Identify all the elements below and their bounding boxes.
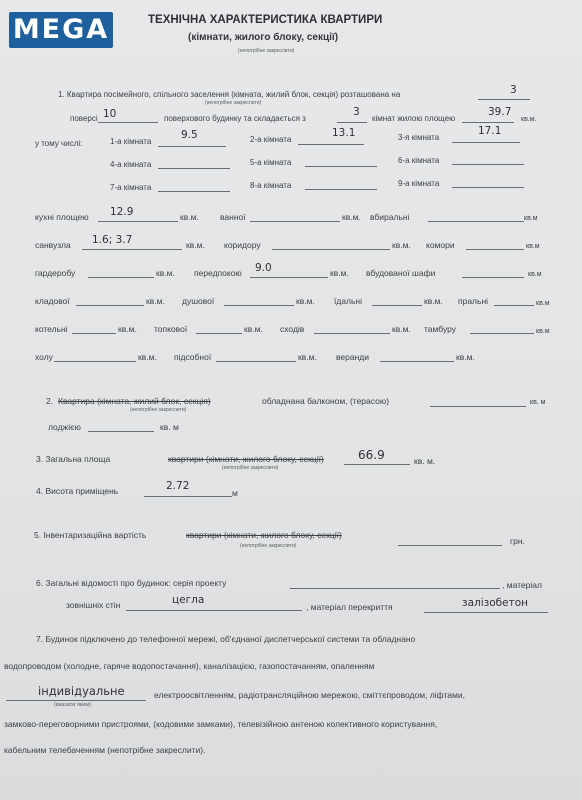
builtin-label: вбудованої шафи [366, 268, 436, 278]
boiler-line [72, 333, 116, 334]
material-label: , матеріал [502, 580, 542, 590]
loggia-line [88, 431, 154, 432]
room-1-value: 9.5 [181, 129, 198, 141]
floor-number-value: 3 [510, 84, 517, 96]
section7-line3: електроосвітленням, радіотрансляційною мережою, сміттєпроводом, ліфтами, [154, 690, 465, 700]
section7-line5: кабельним телебаченням (непотрібне закреслити). [4, 745, 206, 755]
stairs-line [314, 333, 390, 334]
header-note: (непотрібне закреслити) [238, 48, 295, 54]
builtin-unit: кв.м [528, 271, 542, 278]
dining-line [372, 305, 422, 306]
section5-struck-text: квартири (кімнати, жилого блоку, секції) [186, 530, 342, 540]
vestibule-line [470, 333, 534, 334]
wardrobe-line [88, 277, 154, 278]
pantry-unit: кв.м. [146, 296, 165, 306]
room-8-line [305, 189, 377, 190]
room-4-label: 4-а кімната [110, 160, 152, 169]
page-subtitle: (кімнати, жилого блоку, секції) [188, 32, 339, 43]
logo-text: MEGA [12, 14, 110, 45]
corridor-line [272, 249, 390, 250]
veranda-label: веранди [336, 352, 370, 362]
room-3-line [452, 142, 520, 143]
stairs-unit: кв.м. [392, 324, 411, 334]
furnace-unit: кв.м. [244, 324, 263, 334]
total-area-line [344, 464, 410, 465]
living-area-unit: кв.м. [521, 116, 537, 123]
room-7-line [158, 191, 230, 192]
section4-text: 4. Висота приміщень [36, 486, 119, 496]
pantry-line [76, 305, 144, 306]
living-area-value: 39.7 [488, 106, 512, 118]
pantry-label: кладової [35, 296, 70, 306]
floors-material-label: , матеріал перекриття [306, 602, 393, 612]
toilet-line [428, 221, 524, 222]
heating-note: (вказати яким) [54, 702, 91, 708]
storage-line [466, 249, 524, 250]
height-unit: м [232, 488, 238, 498]
vestibule-label: тамбуру [424, 324, 456, 334]
rooms-count-line [337, 122, 367, 123]
corridor-unit: кв.м. [392, 240, 411, 250]
section6-text: 6. Загальні відомості про будинок: серія проекту [36, 578, 227, 588]
room-7-label: 7-а кімната [110, 183, 152, 192]
section7-line2: водопроводом (холодне, гаряче водопостачання), каналізацією, газопостачанням, опаленням [4, 661, 375, 671]
floor-label: поверсі [70, 114, 98, 123]
section5-text: 5. Інвентаризаційна вартість [34, 530, 147, 540]
laundry-unit: кв.м [536, 300, 550, 307]
bath-label: ванної [220, 212, 246, 222]
veranda-line [380, 361, 454, 362]
section3-text: 3. Загальна площа [36, 454, 111, 464]
floors-material-line [424, 612, 548, 613]
bath-line [250, 221, 340, 222]
room-2-label: 2-а кімната [250, 135, 292, 144]
total-area-unit: кв. м. [414, 456, 436, 466]
hol-label: холу [35, 352, 53, 362]
room-5-label: 5-а кімната [250, 158, 292, 167]
project-series-line [290, 588, 500, 589]
section2-prefix: 2. [46, 396, 54, 406]
furnace-label: топкової [154, 324, 188, 334]
utility-unit: кв.м. [298, 352, 317, 362]
balcony-line [430, 406, 526, 407]
section7-line4: замково-переговорними пристроями, (кодовими замками), телевізійною антеною колективного користування, [4, 719, 438, 729]
section2-note: (непотрібне закреслити) [130, 407, 187, 413]
room-9-label: 9-а кімната [398, 179, 440, 188]
section7-line1: 7. Будинок підключено до телефонної мережі, об'єднаної диспетчерської системи та обладнано [36, 634, 416, 644]
wc-unit: кв.м. [186, 240, 205, 250]
room-1-line [158, 146, 226, 147]
room-6-label: 6-а кімната [398, 156, 440, 165]
section2-text: обладнана балконом, (терасою) [262, 396, 390, 406]
boiler-unit: кв.м. [118, 324, 137, 334]
height-line [144, 496, 232, 497]
room-3-value: 17.1 [478, 125, 502, 137]
total-area-value: 66.9 [358, 448, 385, 462]
kitchen-label: кухні площею [35, 212, 89, 222]
room-2-value: 13.1 [332, 127, 356, 139]
kitchen-value: 12.9 [110, 206, 134, 218]
balcony-unit: кв. м [530, 399, 546, 406]
section3-note: (непотрібне закреслити) [222, 465, 279, 471]
room-2-line [298, 144, 364, 145]
walls-value: цегла [172, 594, 205, 606]
furnace-line [196, 333, 242, 334]
laundry-line [494, 305, 534, 306]
rooms-text: кімнат жилою площею [372, 114, 456, 123]
toilet-unit: кв.м [524, 215, 538, 222]
bath-unit: кв.м. [342, 212, 361, 222]
loggia-label: лоджією [48, 422, 81, 432]
value-unit: грн. [510, 536, 525, 546]
section1-line1: 1. Квартира посімейного, спільного заселення (кімната, жилий блок, секція) розташована на [58, 90, 401, 99]
toilet-label: вбиральні [370, 212, 410, 222]
kitchen-unit: кв.м. [180, 212, 199, 222]
utility-label: підсобної [174, 352, 212, 362]
stairs-label: сходів [280, 324, 305, 334]
section5-note: (непотрібне закреслити) [240, 543, 297, 549]
shower-unit: кв.м. [296, 296, 315, 306]
corridor-label: коридору [224, 240, 261, 250]
section2-struck-text: Квартира (кімната, жилий блок, секція) [58, 396, 211, 406]
wardrobe-unit: кв.м. [156, 268, 175, 278]
hol-unit: кв.м. [138, 352, 157, 362]
hol-line [54, 361, 136, 362]
section3-struck-text: квартири (кімнати, жилого блоку, секції) [168, 454, 324, 464]
page-title: ТЕХНІЧНА ХАРАКТЕРИСТИКА КВАРТИРИ [148, 14, 383, 26]
height-value: 2.72 [166, 480, 190, 492]
hall-value: 9.0 [255, 262, 272, 274]
room-1-label: 1-а кімната [110, 137, 152, 146]
shower-line [224, 305, 294, 306]
walls-label: зовнішніх стін [66, 600, 121, 610]
veranda-unit: кв.м. [456, 352, 475, 362]
vestibule-unit: кв.м [536, 328, 550, 335]
building-text: поверхового будинку та складається з [164, 114, 306, 123]
floors-line [98, 122, 158, 123]
laundry-label: пральні [458, 296, 489, 306]
wc-line [82, 249, 182, 250]
room-6-line [452, 164, 524, 165]
room-5-line [305, 166, 377, 167]
kitchen-line [98, 221, 178, 222]
wc-label: санвузла [35, 240, 71, 250]
dining-unit: кв.м. [424, 296, 443, 306]
section1-note: (непотрібне закреслити) [205, 100, 262, 106]
wardrobe-label: гардеробу [35, 268, 76, 278]
dining-label: їдальні [334, 296, 363, 306]
walls-line [126, 610, 302, 611]
hall-unit: кв.м. [330, 268, 349, 278]
heating-value: індивідуальне [38, 684, 125, 698]
heating-line [6, 700, 146, 701]
shower-label: душової [182, 296, 215, 306]
floors-material-value: залізобетон [462, 597, 528, 609]
builtin-line [462, 277, 524, 278]
wc-value: 1.6; 3.7 [92, 234, 133, 246]
living-area-line [462, 122, 514, 123]
utility-line [216, 361, 296, 362]
boiler-label: котельні [35, 324, 68, 334]
storage-label: комори [426, 240, 455, 250]
hall-line [250, 277, 328, 278]
including-label: у тому числі: [35, 139, 83, 148]
hall-label: передпокою [194, 268, 242, 278]
value-line [398, 545, 502, 546]
mega-logo [9, 12, 113, 48]
room-9-line [452, 187, 524, 188]
floors-value: 10 [103, 108, 117, 120]
rooms-count-value: 3 [353, 106, 360, 118]
floor-number-line [478, 99, 530, 100]
room-8-label: 8-а кімната [250, 181, 292, 190]
loggia-unit: кв. м [160, 422, 179, 432]
room-3-label: 3-я кімната [398, 133, 440, 142]
storage-unit: кв.м [526, 243, 540, 250]
room-4-line [158, 168, 230, 169]
